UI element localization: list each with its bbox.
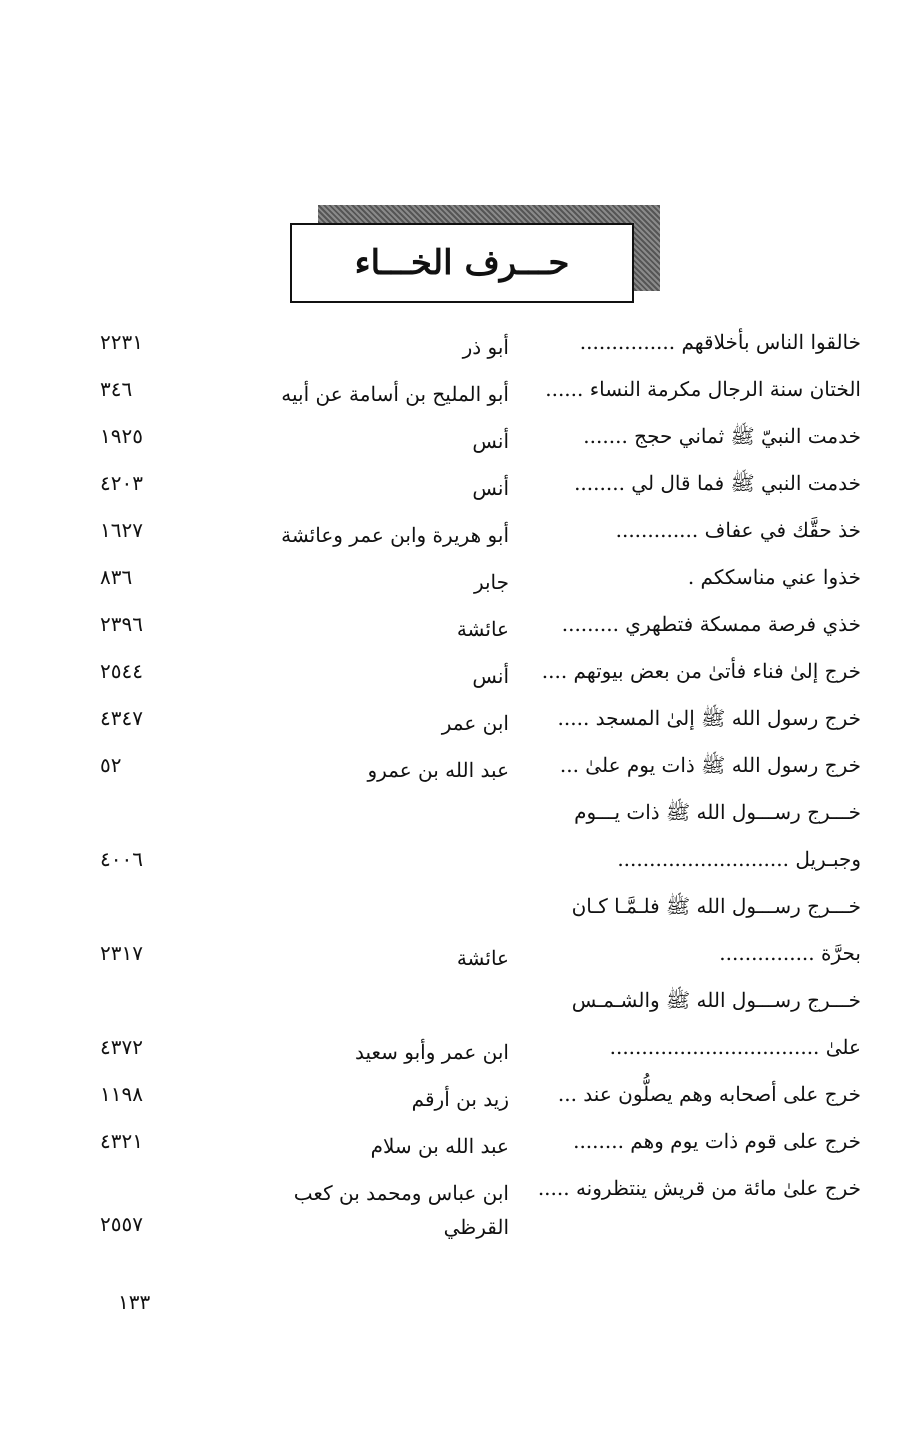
hadith-number: ٥٢ xyxy=(100,753,122,777)
hadith-text: خدمت النبيّ ﷺ ثماني حجج ....... xyxy=(583,424,861,448)
index-entry xyxy=(0,792,897,839)
index-entry xyxy=(0,1027,897,1074)
hadith-number: ١٦٢٧ xyxy=(100,518,143,542)
narrator: أبو هريرة وابن عمر وعائشة xyxy=(281,523,509,547)
hadith-number: ٢٥٥٧ xyxy=(100,1212,143,1236)
hadith-text: خـــرج رســـول الله ﷺ ذات يـــوم xyxy=(574,800,861,824)
hadith-text: بحرَّة ............... xyxy=(719,941,861,965)
hadith-number: ١٩٢٥ xyxy=(100,424,143,448)
hadith-text: خدمت النبي ﷺ فما قال لي ........ xyxy=(574,471,861,495)
section-header xyxy=(290,205,662,305)
hadith-text: خرج رسول الله ﷺ ذات يوم علىٰ ... xyxy=(559,753,861,777)
index-entry xyxy=(0,604,897,651)
hadith-number: ٤٣٧٢ xyxy=(100,1035,143,1059)
index-entry xyxy=(0,557,897,604)
hadith-text: الختان سنة الرجال مكرمة النساء ...... xyxy=(545,377,861,401)
hadith-number: ٢٣٩٦ xyxy=(100,612,143,636)
index-entry xyxy=(0,322,897,369)
hadith-text: خـــرج رســـول الله ﷺ والشـمـس xyxy=(571,988,861,1012)
index-entry xyxy=(0,369,897,416)
index-entry xyxy=(0,416,897,463)
narrator: زيد بن أرقم xyxy=(411,1087,509,1111)
hadith-number: ١١٩٨ xyxy=(100,1082,143,1106)
hadith-text: وجبـريل ........................... xyxy=(617,847,861,871)
narrator: ابن عباس ومحمد بن كعب القرظي xyxy=(293,1181,509,1239)
index-entry xyxy=(0,886,897,933)
narrator: أنس xyxy=(472,664,509,688)
narrator: عبد الله بن سلام xyxy=(370,1134,509,1158)
narrator: أنس xyxy=(472,476,509,500)
section-title: حـــرف الخـــاء xyxy=(354,243,570,283)
index-entry xyxy=(0,463,897,510)
hadith-number: ٢٥٤٤ xyxy=(100,659,143,683)
narrator: جابر xyxy=(473,570,509,594)
index-entry xyxy=(0,745,897,792)
hadith-number: ٢٢٣١ xyxy=(100,330,143,354)
narrator: أبو المليح بن أسامة عن أبيه xyxy=(281,382,509,406)
hadith-text: خـــرج رســـول الله ﷺ فلـمَّـا كـان xyxy=(571,894,861,918)
index-entry xyxy=(0,839,897,886)
hadith-text: علىٰ ................................. xyxy=(609,1035,861,1059)
index-list xyxy=(0,322,897,1248)
index-entry xyxy=(0,980,897,1027)
hadith-text: خرج إلىٰ فناء فأتىٰ من بعض بيوتهم .... xyxy=(541,659,861,683)
hadith-number: ٤٠٠٦ xyxy=(100,847,143,871)
hadith-text: خذي فرصة ممسكة فتطهري ......... xyxy=(561,612,861,636)
hadith-number: ٨٣٦ xyxy=(100,565,133,589)
narrator: ابن عمر xyxy=(441,711,509,735)
narrator: أبو ذر xyxy=(462,335,509,359)
hadith-text: خذ حقَّك في عفاف ............. xyxy=(615,518,861,542)
index-entry xyxy=(0,933,897,980)
hadith-text: خذوا عني مناسككم . xyxy=(687,565,861,589)
narrator: أنس xyxy=(472,429,509,453)
narrator: عائشة xyxy=(456,617,509,641)
narrator: عبد الله بن عمرو xyxy=(367,758,509,782)
hadith-text: خرج على أصحابه وهم يصلُّون عند ... xyxy=(557,1082,861,1106)
hadith-number: ٤٣٢١ xyxy=(100,1129,143,1153)
hadith-text: خرج علىٰ مائة من قريش ينتظرونه ..... xyxy=(537,1176,861,1200)
index-entry xyxy=(0,510,897,557)
index-entry xyxy=(0,1074,897,1121)
index-entry xyxy=(0,651,897,698)
index-entry xyxy=(0,1121,897,1168)
hadith-number: ٤٣٤٧ xyxy=(100,706,143,730)
hadith-number: ٤٢٠٣ xyxy=(100,471,143,495)
hadith-number: ٢٣١٧ xyxy=(100,941,143,965)
hadith-text: خرج رسول الله ﷺ إلىٰ المسجد ..... xyxy=(557,706,861,730)
hadith-text: خرج على قوم ذات يوم وهم ........ xyxy=(573,1129,861,1153)
narrator: عائشة xyxy=(456,946,509,970)
page-number: ١٣٣ xyxy=(118,1290,151,1314)
header-box xyxy=(290,223,634,303)
hadith-text: خالقوا الناس بأخلاقهم ............... xyxy=(579,330,861,354)
index-entry xyxy=(0,1168,897,1248)
index-entry xyxy=(0,698,897,745)
narrator: ابن عمر وأبو سعيد xyxy=(354,1040,509,1064)
hadith-number: ٣٤٦ xyxy=(100,377,133,401)
